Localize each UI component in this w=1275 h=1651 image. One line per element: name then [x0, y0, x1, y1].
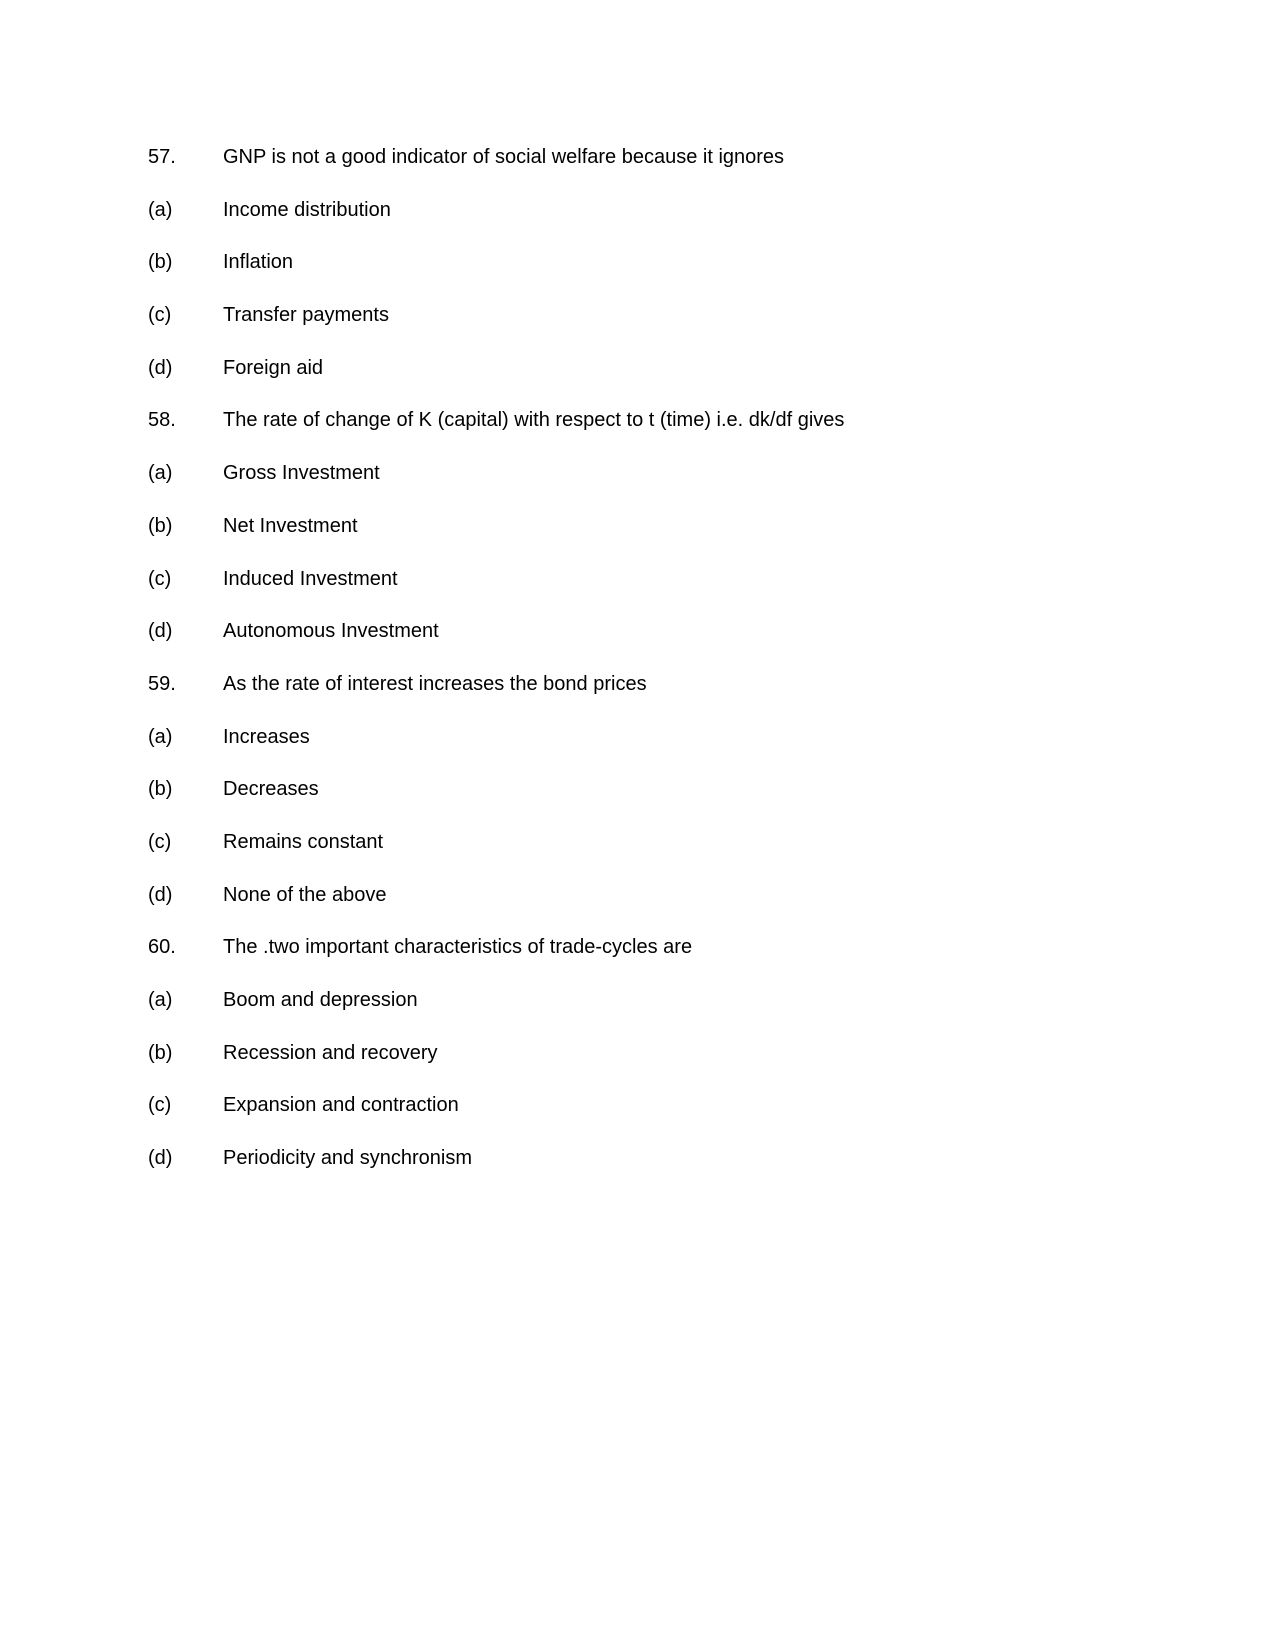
option-row: [148, 1093, 1148, 1146]
question-number: 57.: [148, 146, 176, 168]
option-label: (c): [148, 304, 172, 327]
question-text: GNP is not a good indicator of social welfare because it ignores: [223, 146, 785, 168]
option-text: Autonomous Investment: [223, 620, 439, 643]
option-text: Boom and depression: [223, 989, 418, 1011]
question-text: The rate of change of K (capital) with respect to t (time) i.e. dk/df gives: [223, 409, 845, 432]
option-label: (d): [148, 620, 173, 643]
option-row: [148, 725, 1148, 778]
question-number: 59.: [148, 672, 176, 695]
option-label: (d): [148, 356, 173, 379]
option-text: Increases: [223, 725, 310, 748]
option-row: [148, 250, 1148, 303]
question-row: [148, 935, 1148, 988]
option-label: (d): [148, 883, 173, 906]
question-row: [148, 408, 1148, 461]
option-text: None of the above: [223, 883, 387, 906]
option-row: [148, 461, 1148, 514]
option-row: [148, 619, 1148, 672]
question-number: 58.: [148, 409, 176, 432]
option-label: (a): [148, 462, 173, 485]
option-text: Net Investment: [223, 514, 358, 537]
question-list: [148, 145, 1148, 1199]
question-text: As the rate of interest increases the bond prices: [223, 672, 647, 695]
option-label: (a): [148, 198, 173, 221]
option-text: Induced Investment: [223, 567, 398, 590]
option-label: (c): [148, 567, 172, 590]
option-text: Remains constant: [223, 830, 384, 853]
question-number: 60.: [148, 936, 176, 959]
option-text: Expansion and contraction: [223, 1094, 459, 1117]
option-label: (c): [148, 1094, 172, 1117]
option-row: [148, 883, 1148, 936]
option-row: [148, 1146, 1148, 1199]
option-label: (b): [148, 778, 173, 801]
option-text: Transfer payments: [223, 304, 389, 327]
option-text: Inflation: [223, 251, 294, 274]
option-row: [148, 988, 1148, 1041]
option-row: [148, 514, 1148, 567]
option-text: Foreign aid: [223, 356, 324, 379]
option-label: (a): [148, 725, 173, 748]
option-text: Income distribution: [223, 198, 391, 221]
option-row: [148, 303, 1148, 356]
option-row: [148, 1041, 1148, 1094]
question-row: [148, 672, 1148, 725]
question-text: The .two important characteristics of trade-cycles are: [223, 936, 693, 959]
option-label: (b): [148, 251, 173, 274]
question-row: [148, 145, 1148, 198]
option-label: (b): [148, 514, 173, 537]
option-text: Recession and recovery: [223, 1041, 438, 1064]
option-label: (d): [148, 1147, 173, 1170]
option-row: [148, 777, 1148, 830]
option-label: (c): [148, 830, 172, 853]
option-label: (b): [148, 1041, 173, 1064]
option-row: [148, 198, 1148, 251]
option-text: Periodicity and synchronism: [223, 1147, 472, 1170]
option-row: [148, 830, 1148, 883]
option-row: [148, 356, 1148, 409]
option-row: [148, 567, 1148, 620]
option-text: Decreases: [223, 778, 319, 801]
option-text: Gross Investment: [223, 462, 380, 485]
option-label: (a): [148, 989, 173, 1011]
